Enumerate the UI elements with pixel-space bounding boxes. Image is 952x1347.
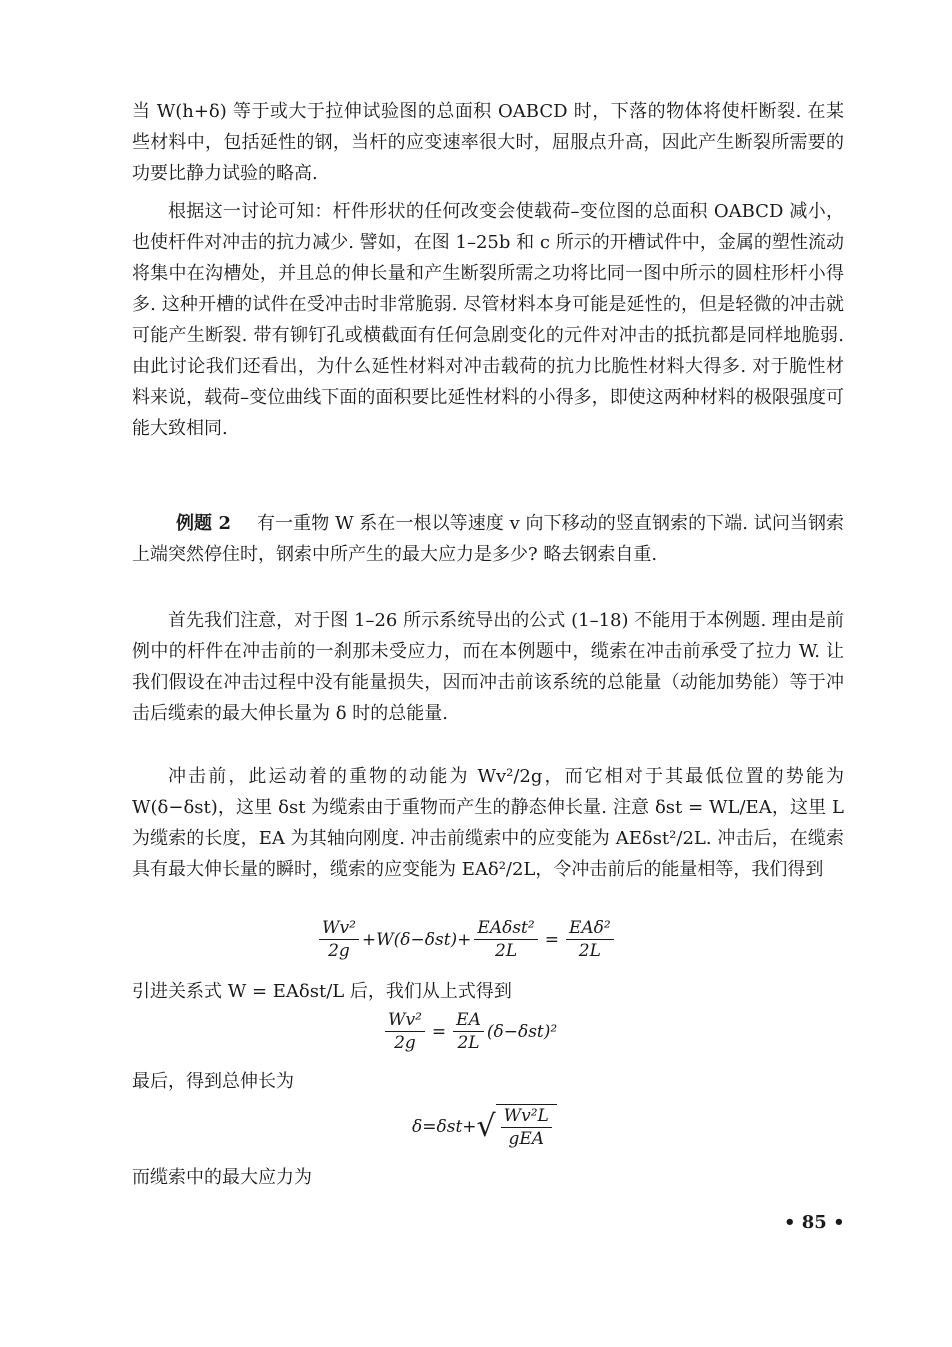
eq3-frac [501,1106,552,1149]
paragraph-4: 冲击前，此运动着的重物的动能为 Wv²/2g，而它相对于其最低位置的势能为 W(δ−δst)，这里 δst 为缆索由于重物而产生的静态伸长量. 注意 δst = WL/EA，这里 L 为缆索的长度，EA 为其轴向刚度. 冲击前缆索中的应变能为 AEδst²/2L. 冲击后，在缆索具有最大伸长量的瞬时，缆索的应变能为 EAδ²/2L，令冲击前后的能量相等，我们得到 [132,766,844,880]
eq3-lhs: δ=δst+ [412,1117,477,1137]
eq1-frac-3 [566,918,614,961]
eq1-num-2: EAδst² [474,918,537,940]
radical-icon: √ [476,1109,496,1144]
eq2-equals: = [431,1021,447,1042]
eq2-den-2: 2L [457,1033,480,1053]
eq2-frac-2 [453,1010,484,1053]
eq2-frac-1 [385,1010,425,1053]
eq3-den: gEA [508,1129,545,1149]
eq1-den-2: 2L [495,941,518,961]
eq1-frac-1 [319,918,359,961]
eq1-equals: = [544,929,559,950]
sqrt-body [496,1104,557,1150]
example-text: 有一重物 W 系在一根以等速度 v 向下移动的竖直钢索的下端. 试问当钢索上端突然停住时，钢索中所产生的最大应力是多少? 略去钢索自重. [132,513,845,565]
eq1-den-3: 2L [578,941,601,961]
paragraph-3: 首先我们注意，对于图 1–26 所示系统导出的公式 (1–18) 不能用于本例题. 理由是前例中的杆件在冲击前的一刹那未受应力，而在本例题中，缆索在冲击前承受了拉力 W. 让我们假设在冲击过程中没有能量损失，因而冲击前该系统的总能量（动能加势能）等于冲击后缆索的最大伸长量为 δ 时的总能量. [132,610,844,724]
eq1-middle-term: +W(δ−δst)+ [361,929,472,950]
eq3-num: Wv²L [501,1106,552,1128]
eq1-num-1: Wv² [319,918,359,940]
example-label: 例题 2 [176,513,231,534]
paragraph-5: 引进关系式 W = EAδst/L 后，我们从上式得到 [132,981,512,1002]
paragraph-2: 根据这一讨论可知：杆件形状的任何改变会使载荷–变位图的总面积 OABCD 减小，也使杆件对冲击的抗力减少. 譬如，在图 1–25b 和 c 所示的开槽试件中，金属的塑性流动将集中在沟槽处，并且总的伸长量和产生断裂所需之功将比同一图中所示的圆柱形杆小得多. 这种开槽的试件在受冲击时非常脆弱. 尽管材料本身可能是延性的，但是轻微的冲击就可能产生断裂. 带有铆钉孔或横截面有任何急剧变化的元件对冲击的抵抗都是同样地脆弱. 由此讨论我们还看出，为什么延性材料对冲击载荷的抗力比脆性材料大得多. 对于脆性材料来说，载荷–变位曲线下面的面积要比延性材料的小得多，即使这两种材料的极限强度可能大致相同. [132,201,844,439]
example-2 [132,508,844,570]
eq1-num-3: EAδ² [566,918,614,940]
paragraph-1: 当 W(h+δ) 等于或大于拉伸试验图的总面积 OABCD 时，下落的物体将使杆断裂. 在某些材料中，包括延性的钢，当杆的应变速率很大时，屈服点升高，因此产生断裂所需要的功要比静力试验的略高. [132,101,844,184]
eq2-num-1: Wv² [385,1010,425,1032]
eq2-den-1: 2g [394,1033,416,1053]
eq1-den-1: 2g [328,941,350,961]
paragraph-6: 最后，得到总伸长为 [132,1071,294,1092]
equation-1 [316,918,617,961]
eq2-num-2: EA [453,1010,484,1032]
paragraph-7: 而缆索中的最大应力为 [132,1167,312,1188]
eq2-tail: (δ−δst)² [486,1021,558,1042]
equation-3 [412,1104,557,1150]
equation-2 [382,1010,557,1053]
sqrt-symbol [477,1104,557,1150]
eq1-frac-2 [474,918,537,961]
page-number: • 85 • [784,1212,845,1233]
